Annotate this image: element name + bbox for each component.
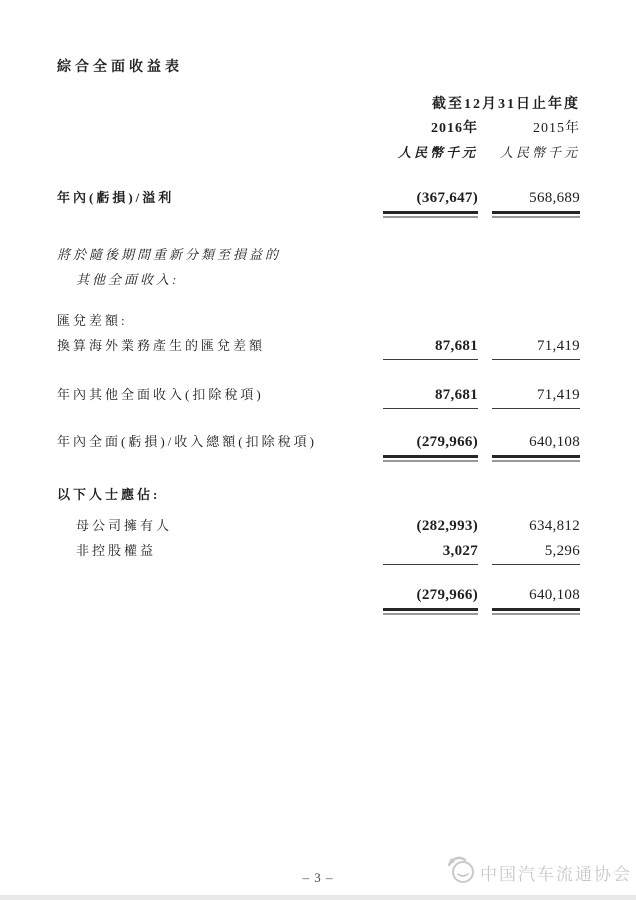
double-rule: [383, 608, 478, 615]
value-2016: (279,966): [416, 434, 478, 450]
row-attributable-heading: [57, 482, 580, 507]
value-2016: (282,993): [416, 518, 478, 534]
note-line-2: 其他全面收入:: [76, 272, 180, 287]
value-cell-2015: [492, 587, 580, 615]
double-rule: [492, 455, 580, 462]
row-other-comprehensive-income-net: [57, 382, 580, 409]
page-number: – 3 –: [302, 870, 334, 885]
value-cell-2016: [383, 338, 478, 360]
value-2015: 634,812: [529, 518, 580, 534]
row-label: 年內其他全面收入(扣除稅項): [57, 387, 264, 402]
single-rule: [383, 564, 478, 565]
value-2016: 87,681: [434, 338, 478, 354]
single-rule: [492, 359, 580, 360]
year-header-row: [57, 120, 580, 137]
value-cell-2016: [383, 543, 478, 565]
double-rule: [383, 211, 478, 218]
period-header-row: [57, 96, 580, 113]
column-header-2015: 2015年: [533, 121, 580, 136]
column-header-2016: 2016年: [431, 121, 478, 136]
cada-logo-icon: [446, 855, 476, 890]
row-label: 年內(虧損)/溢利: [57, 190, 175, 205]
value-2015: 5,296: [544, 543, 580, 559]
row-total-comprehensive-income: [57, 429, 580, 462]
row-label: 年內全面(虧損)/收入總額(扣除稅項): [57, 434, 317, 449]
value-2015: 568,689: [529, 190, 580, 206]
double-rule: [492, 608, 580, 615]
value-cell-2015: [492, 387, 580, 409]
row-non-controlling-interests: [57, 538, 580, 565]
row-exchange-differences-heading: [57, 308, 580, 333]
value-2016: 87,681: [434, 387, 478, 403]
value-cell-2016: [383, 190, 478, 218]
single-rule: [383, 408, 478, 409]
single-rule: [383, 359, 478, 360]
note-line-1: 將於隨後期間重新分類至損益的: [57, 247, 282, 262]
value-cell-2015: [492, 434, 580, 462]
statement-body: [57, 58, 580, 615]
single-rule: [492, 408, 580, 409]
value-2015: 640,108: [529, 587, 580, 603]
value-cell-2016: [383, 387, 478, 409]
value-2016: (367,647): [416, 190, 478, 206]
row-oci-reclassify-note: [57, 242, 580, 292]
scan-edge-strip: [0, 895, 636, 900]
value-cell-2015: [492, 543, 580, 565]
statement-title: 綜合全面收益表: [57, 60, 183, 75]
single-rule: [492, 564, 580, 565]
row-label: 母公司擁有人: [76, 518, 173, 533]
period-header: 截至12月31日止年度: [432, 97, 580, 112]
double-rule: [383, 455, 478, 462]
row-profit-loss-for-year: [57, 185, 580, 218]
value-cell-2015: [492, 338, 580, 360]
value-2015: 71,419: [536, 338, 580, 354]
row-label: 非控股權益: [76, 543, 157, 558]
row-attributable-total: [57, 587, 580, 615]
row-label: 以下人士應佔:: [57, 487, 161, 502]
value-2016: 3,027: [442, 543, 478, 559]
watermark-text: 中国汽车流通协会: [480, 865, 632, 884]
row-label: 匯兌差額:: [57, 313, 128, 328]
value-cell-2015: [492, 190, 580, 218]
value-cell-2016: [383, 518, 478, 535]
double-rule: [492, 211, 580, 218]
row-exchange-differences-translation: [57, 333, 580, 360]
value-2015: 71,419: [536, 387, 580, 403]
unit-header-2016: 人民幣千元: [397, 145, 478, 160]
value-cell-2016: [383, 434, 478, 462]
row-label: 換算海外業務產生的匯兌差額: [57, 338, 266, 353]
row-owners-of-parent: [57, 513, 580, 538]
value-2016: (279,966): [416, 587, 478, 603]
unit-header-2015: 人民幣千元: [499, 145, 580, 160]
watermark: [446, 855, 632, 890]
value-2015: 640,108: [529, 434, 580, 450]
value-cell-2015: [492, 518, 580, 535]
value-cell-2016: [383, 587, 478, 615]
unit-header-row: [57, 144, 580, 161]
